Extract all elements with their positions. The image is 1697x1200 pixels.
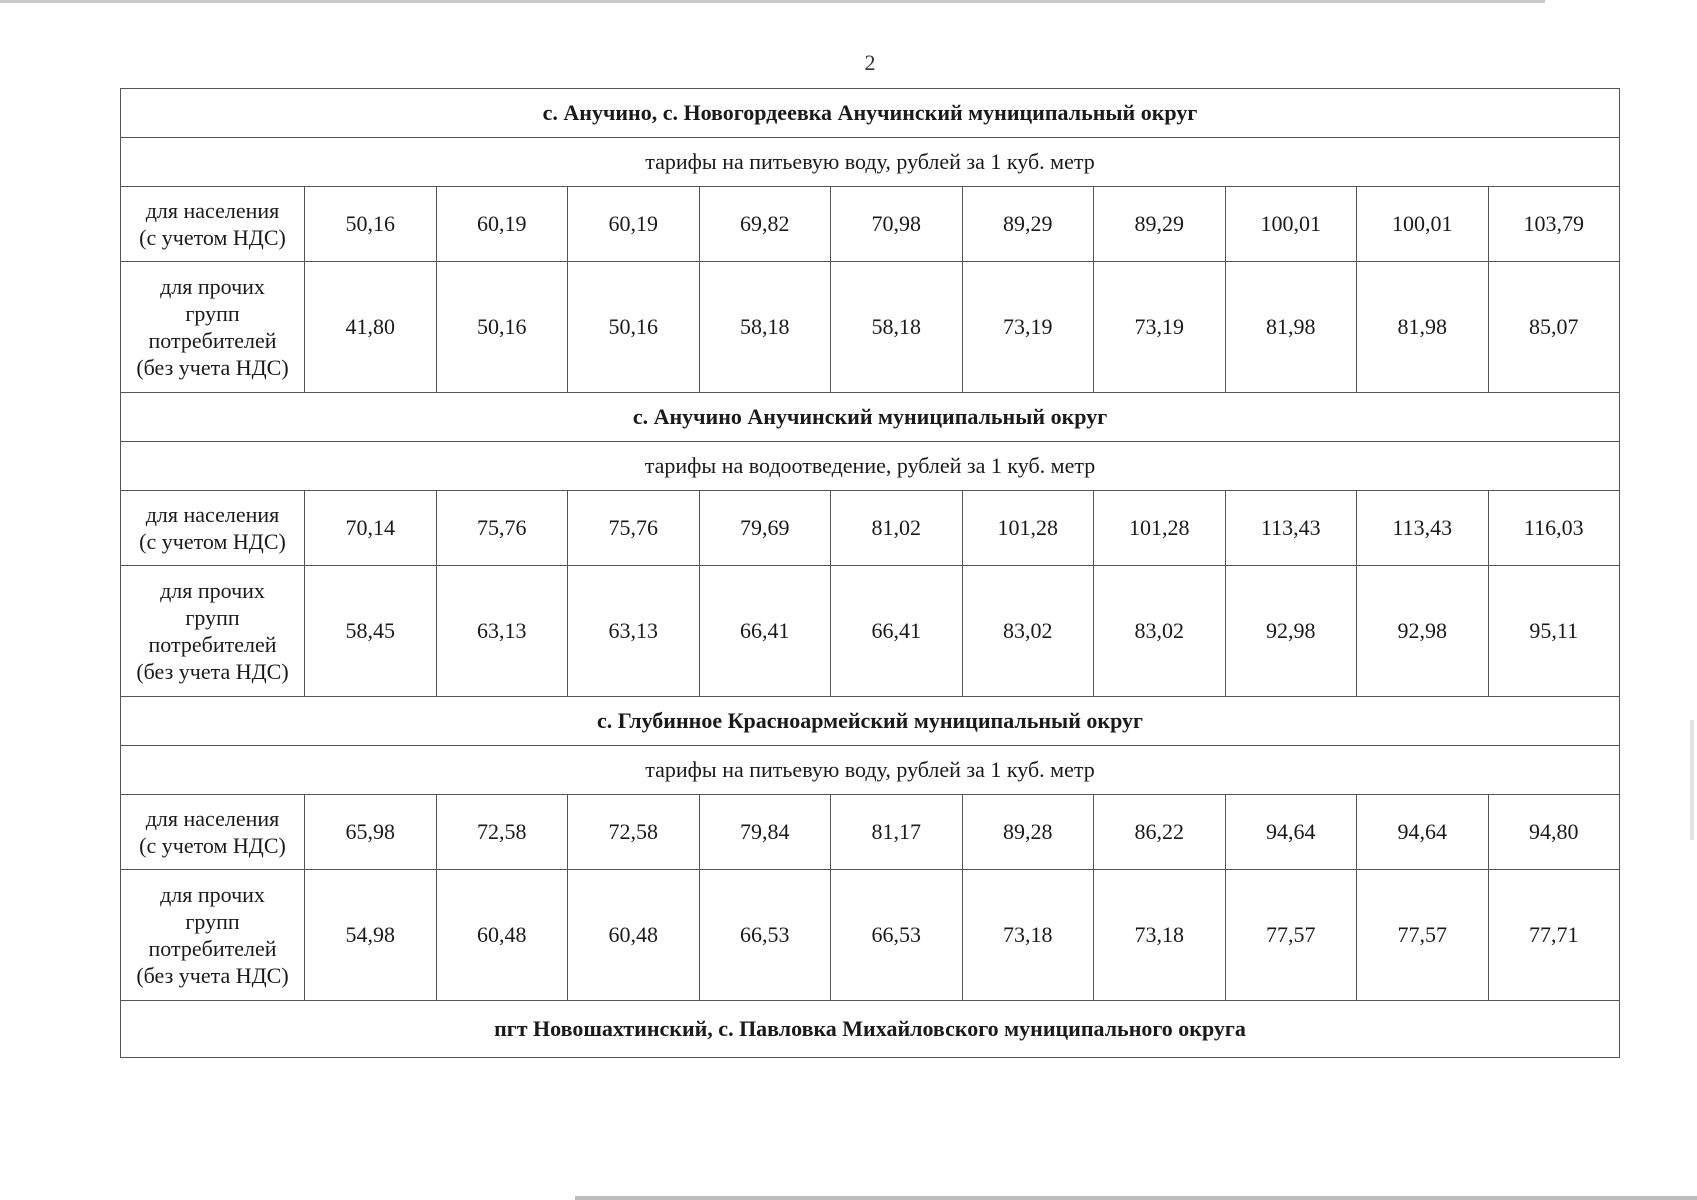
tariff-value-cell: 66,53 [699, 870, 831, 1001]
scan-edge-right [1690, 720, 1694, 840]
tariff-value-cell: 79,84 [699, 795, 831, 870]
scan-edge-top [0, 0, 1545, 3]
tariff-value-cell: 60,48 [436, 870, 568, 1001]
label-line: для населения [145, 502, 280, 527]
label-line: для прочих [160, 578, 265, 603]
tariff-value-cell: 86,22 [1094, 795, 1226, 870]
tariff-type-row [121, 746, 1620, 795]
tariff-value-cell: 60,19 [436, 187, 568, 262]
tariff-value-cell: 83,02 [962, 566, 1094, 697]
locality-row [121, 393, 1620, 442]
tariff-value-cell: 81,98 [1357, 262, 1489, 393]
tariff-value-cell: 72,58 [436, 795, 568, 870]
label-line: для населения [145, 806, 280, 831]
label-line: групп [185, 605, 240, 630]
tariff-value-cell: 94,64 [1225, 795, 1357, 870]
tariff-value-cell: 66,41 [831, 566, 963, 697]
tariff-type-heading: тарифы на питьевую воду, рублей за 1 куб. метр [121, 138, 1620, 187]
locality-row [121, 89, 1620, 138]
consumer-group-label [121, 870, 305, 1001]
tariff-type-row [121, 138, 1620, 187]
tariff-value-cell: 94,64 [1357, 795, 1489, 870]
label-line: потребителей [148, 632, 277, 657]
tariff-value-cell: 92,98 [1225, 566, 1357, 697]
consumer-group-label [121, 795, 305, 870]
tariff-value-cell: 60,19 [568, 187, 700, 262]
table-row [121, 795, 1620, 870]
tariff-value-cell: 100,01 [1357, 187, 1489, 262]
tariff-value-cell: 116,03 [1488, 491, 1620, 566]
locality-heading: с. Анучино, с. Новогордеевка Анучинский муниципальный округ [121, 89, 1620, 138]
tariff-value-cell: 101,28 [1094, 491, 1226, 566]
consumer-group-label [121, 491, 305, 566]
locality-heading: пгт Новошахтинский, с. Павловка Михайловского муниципального округа [121, 1001, 1620, 1058]
consumer-group-label [121, 187, 305, 262]
tariff-value-cell: 103,79 [1488, 187, 1620, 262]
tariff-value-cell: 70,98 [831, 187, 963, 262]
tariff-value-cell: 77,71 [1488, 870, 1620, 1001]
tariff-value-cell: 75,76 [436, 491, 568, 566]
tariff-type-heading: тарифы на питьевую воду, рублей за 1 куб. метр [121, 746, 1620, 795]
tariff-value-cell: 41,80 [305, 262, 437, 393]
tariff-value-cell: 65,98 [305, 795, 437, 870]
tariff-value-cell: 79,69 [699, 491, 831, 566]
tariff-value-cell: 70,14 [305, 491, 437, 566]
locality-heading: с. Глубинное Красноармейский муниципальный округ [121, 697, 1620, 746]
tariff-value-cell: 113,43 [1225, 491, 1357, 566]
label-line: (с учетом НДС) [139, 225, 286, 250]
label-line: (без учета НДС) [136, 355, 289, 380]
tariff-value-cell: 50,16 [305, 187, 437, 262]
label-line: (без учета НДС) [136, 963, 289, 988]
label-line: групп [185, 301, 240, 326]
locality-heading: с. Анучино Анучинский муниципальный округ [121, 393, 1620, 442]
table-row [121, 187, 1620, 262]
tariff-value-cell: 89,28 [962, 795, 1094, 870]
tariff-value-cell: 83,02 [1094, 566, 1226, 697]
table-row [121, 491, 1620, 566]
label-line: для населения [145, 198, 280, 223]
tariff-value-cell: 92,98 [1357, 566, 1489, 697]
tariff-value-cell: 81,98 [1225, 262, 1357, 393]
locality-row [121, 697, 1620, 746]
label-line: (без учета НДС) [136, 659, 289, 684]
tariff-value-cell: 69,82 [699, 187, 831, 262]
tariff-value-cell: 101,28 [962, 491, 1094, 566]
tariff-value-cell: 89,29 [962, 187, 1094, 262]
page-number: 2 [864, 50, 876, 75]
tariff-table [120, 88, 1620, 1058]
tariff-value-cell: 54,98 [305, 870, 437, 1001]
tariff-type-heading: тарифы на водоотведение, рублей за 1 куб. метр [121, 442, 1620, 491]
tariff-type-row [121, 442, 1620, 491]
label-line: для прочих [160, 274, 265, 299]
tariff-value-cell: 66,53 [831, 870, 963, 1001]
tariff-value-cell: 100,01 [1225, 187, 1357, 262]
tariff-value-cell: 113,43 [1357, 491, 1489, 566]
tariff-value-cell: 77,57 [1357, 870, 1489, 1001]
tariff-value-cell: 77,57 [1225, 870, 1357, 1001]
tariff-value-cell: 73,18 [1094, 870, 1226, 1001]
tariff-value-cell: 73,19 [1094, 262, 1226, 393]
tariff-value-cell: 81,02 [831, 491, 963, 566]
tariff-value-cell: 75,76 [568, 491, 700, 566]
tariff-value-cell: 73,18 [962, 870, 1094, 1001]
consumer-group-label [121, 262, 305, 393]
tariff-value-cell: 73,19 [962, 262, 1094, 393]
label-line: для прочих [160, 882, 265, 907]
tariff-value-cell: 50,16 [568, 262, 700, 393]
label-line: групп [185, 909, 240, 934]
tariff-value-cell: 89,29 [1094, 187, 1226, 262]
tariff-value-cell: 81,17 [831, 795, 963, 870]
tariff-value-cell: 60,48 [568, 870, 700, 1001]
table-row [121, 870, 1620, 1001]
locality-row [121, 1001, 1620, 1058]
scan-edge-bottom [575, 1196, 1697, 1200]
label-line: (с учетом НДС) [139, 529, 286, 554]
label-line: потребителей [148, 328, 277, 353]
tariff-value-cell: 85,07 [1488, 262, 1620, 393]
label-line: (с учетом НДС) [139, 833, 286, 858]
tariff-value-cell: 58,18 [831, 262, 963, 393]
tariff-value-cell: 63,13 [436, 566, 568, 697]
tariff-value-cell: 72,58 [568, 795, 700, 870]
tariff-value-cell: 50,16 [436, 262, 568, 393]
tariff-value-cell: 58,18 [699, 262, 831, 393]
table-row [121, 566, 1620, 697]
tariff-value-cell: 63,13 [568, 566, 700, 697]
tariff-value-cell: 94,80 [1488, 795, 1620, 870]
tariff-table-body [121, 89, 1620, 1058]
consumer-group-label [121, 566, 305, 697]
label-line: потребителей [148, 936, 277, 961]
tariff-value-cell: 58,45 [305, 566, 437, 697]
table-row [121, 262, 1620, 393]
tariff-value-cell: 66,41 [699, 566, 831, 697]
tariff-value-cell: 95,11 [1488, 566, 1620, 697]
